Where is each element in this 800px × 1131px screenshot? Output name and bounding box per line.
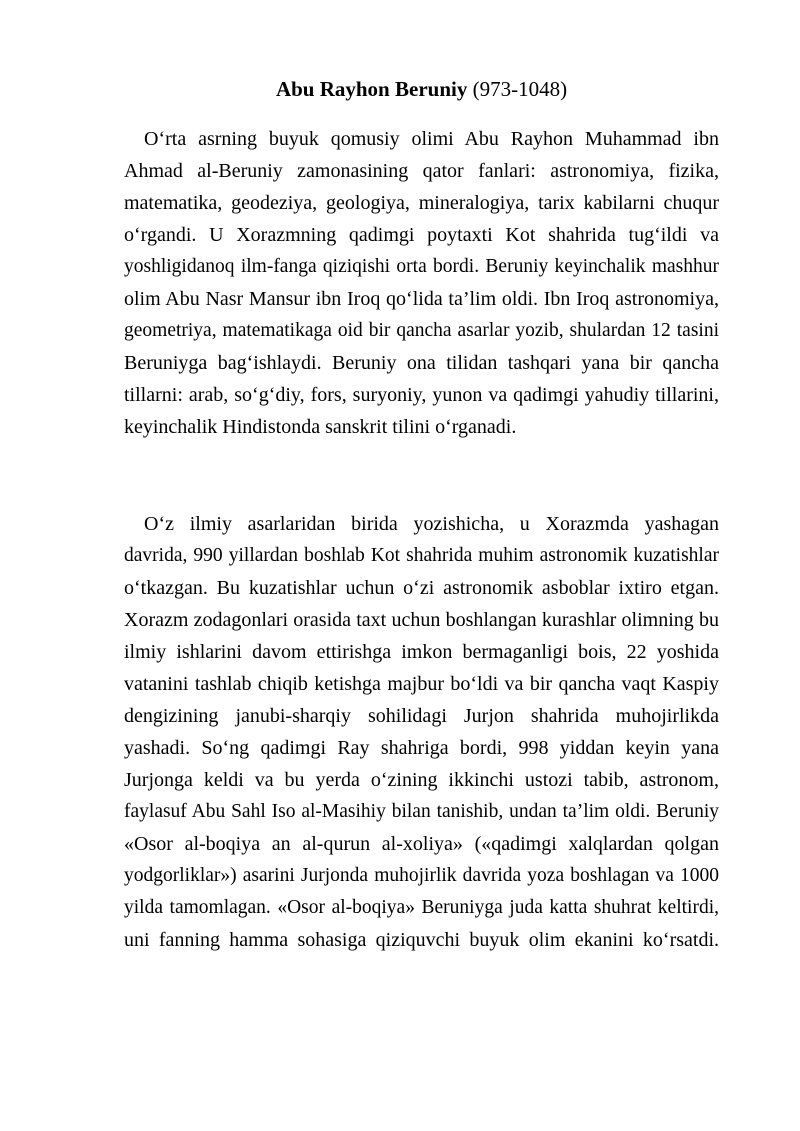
paragraph-line: Xorazm zodagonlari orasida taxt uchun boshlangan kurashlar olimning bu [124, 609, 719, 631]
paragraph-line: olim Abu Nasr Mansur ibn Iroq qo‘lida ta’lim oldi. Ibn Iroq astronomiya, [124, 288, 719, 310]
paragraph-line: Jurjonga keldi va bu yerda o‘zining ikkinchi ustozi tabib, astronom, [124, 769, 719, 791]
paragraph-line: dengizining janubi-sharqiy sohilidagi Jurjon shahrida muhojirlikda [124, 705, 719, 727]
paragraph-line: vatanini tashlab chiqib ketishga majbur bo‘ldi va bir qancha vaqt Kaspiy [124, 673, 719, 695]
paragraph-line: tillarni: arab, so‘g‘diy, fors, suryoniy, yunon va qadimgi yahudiy tillarini, [124, 384, 719, 406]
paragraph-line: matematika, geodeziya, geologiya, mineralogiya, tarix kabilarni chuqur [124, 192, 719, 214]
paragraph-line: Beruniyga bag‘ishlaydi. Beruniy ona tilidan tashqari yana bir qancha [124, 352, 719, 374]
paragraph-line: «Osor al-boqiya an al-qurun al-xoliya» («qadimgi xalqlardan qolgan [124, 833, 719, 855]
title-years: (973-1048) [472, 77, 568, 101]
paragraph-line: O‘z ilmiy asarlaridan birida yozishicha, u Xorazmda yashagan [144, 513, 719, 535]
paragraph-line: ilmiy ishlarini davom ettirishga imkon bermaganligi bois, 22 yoshida [124, 641, 719, 663]
paragraph-line: o‘rgandi. U Xorazmning qadimgi poytaxti Kot shahrida tug‘ildi va [124, 224, 719, 246]
paragraph-line: yilda tamomlagan. «Osor al-boqiya» Beruniyga juda katta shuhrat keltirdi, [124, 897, 719, 918]
paragraph-line: yodgorliklar») asarini Jurjonda muhojirlik davrida yoza boshlagan va 1000 [124, 865, 719, 886]
paragraph-line: Ahmad al-Beruniy zamonasining qator fanlari: astronomiya, fizika, [124, 160, 719, 182]
page-title [124, 76, 719, 102]
paragraph-line: keyinchalik Hindistonda sanskrit tilini o‘rganadi. [124, 416, 517, 438]
paragraph-1 [124, 123, 719, 443]
paragraph-line: geometriya, matematikaga oid bir qancha asarlar yozib, shulardan 12 tasini [124, 320, 719, 341]
paragraph-line: davrida, 990 yillardan boshlab Kot shahrida muhim astronomik kuzatishlar [124, 545, 719, 566]
paragraph-line: o‘tkazgan. Bu kuzatishlar uchun o‘zi astronomik asboblar ixtiro etgan. [124, 577, 719, 599]
paragraph-line: O‘rta asrning buyuk qomusiy olimi Abu Rayhon Muhammad ibn [144, 128, 719, 150]
paragraph-line: uni fanning hamma sohasiga qiziquvchi buyuk olim ekanini ko‘rsatdi. [124, 929, 719, 951]
paragraph-line: yoshligidanoq ilm-fanga qiziqishi orta bordi. Beruniy keyinchalik mashhur [124, 256, 719, 277]
paragraph-line: yashadi. So‘ng qadimgi Ray shahriga bordi, 998 yiddan keyin yana [124, 737, 719, 759]
paragraph-2 [124, 508, 719, 956]
title-name: Abu Rayhon Beruniy [275, 77, 468, 101]
paragraph-line: faylasuf Abu Sahl Iso al-Masihiy bilan tanishib, undan ta’lim oldi. Beruniy [124, 801, 719, 822]
